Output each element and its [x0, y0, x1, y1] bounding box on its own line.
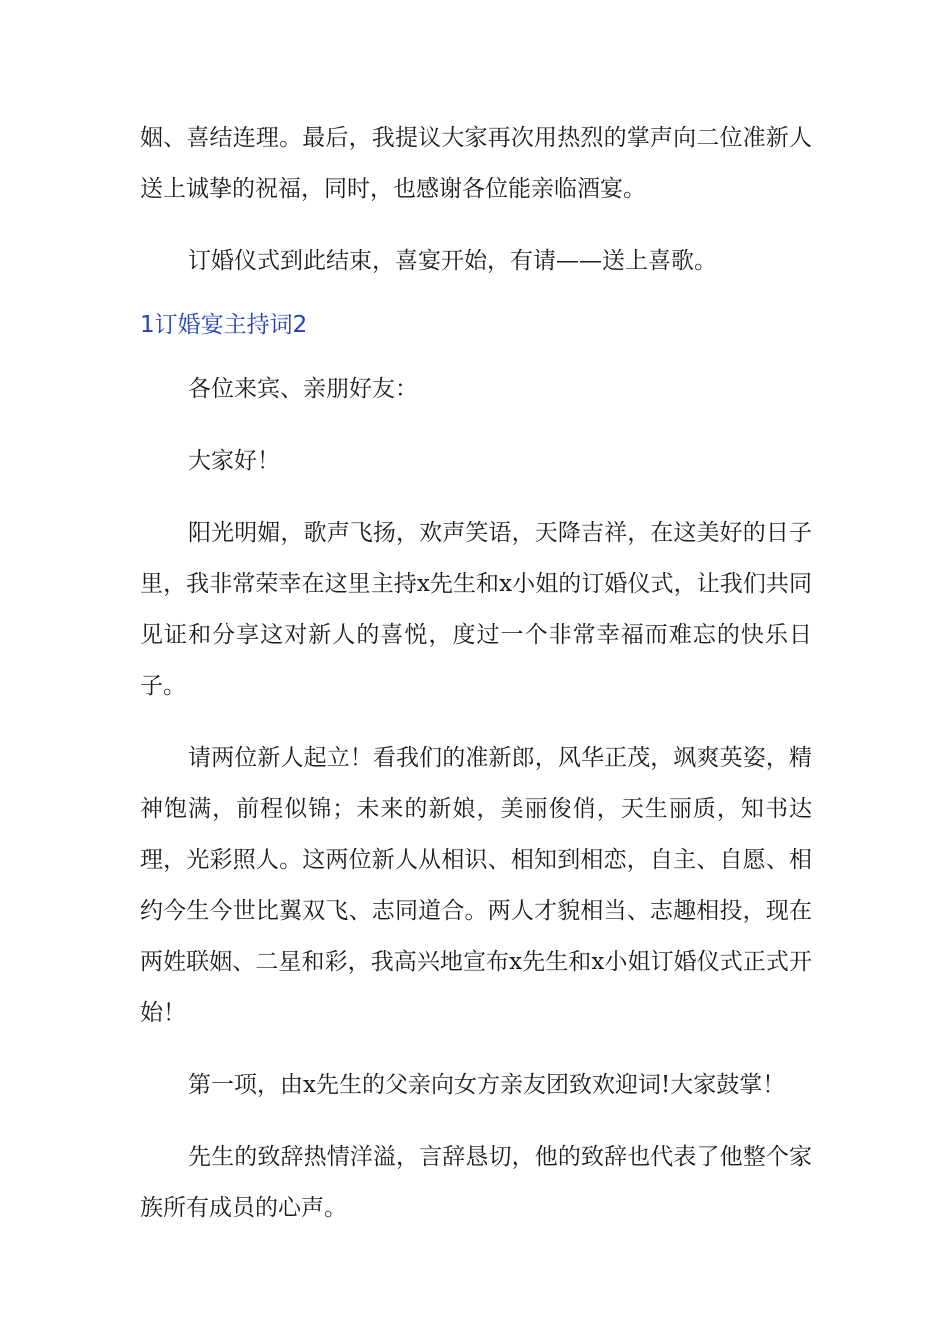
paragraph: 大家好！ — [188, 448, 280, 474]
paragraph: 各位来宾、亲朋好友： — [188, 376, 418, 402]
document-body — [140, 113, 812, 1255]
paragraph: 先生的致辞热情洋溢，言辞恳切，他的致辞也代表了他整个家族所有成员的心声。 — [140, 1144, 812, 1221]
paragraph: 阳光明媚，歌声飞扬，欢声笑语，天降吉祥，在这美好的日子里，我非常荣幸在这里主持x先生和x小姐的订婚仪式，让我们共同见证和分享这对新人的喜悦，度过一个非常幸福而难忘的快乐日子。 — [140, 520, 812, 699]
section-heading: 1订婚宴主持词2 — [140, 312, 308, 338]
paragraph: 姻、喜结连理。最后，我提议大家再次用热烈的掌声向二位准新人送上诚挚的祝福，同时，也感谢各位能亲临酒宴。 — [140, 125, 812, 202]
paragraph: 第一项，由x先生的父亲向女方亲友团致欢迎词!大家鼓掌！ — [188, 1072, 786, 1098]
paragraph: 请两位新人起立！看我们的准新郎，风华正茂，飒爽英姿，精神饱满，前程似锦；未来的新娘，美丽俊俏，天生丽质，知书达理，光彩照人。这两位新人从相识、相知到相恋，自主、自愿、相约今生今世比翼双飞、志同道合。两人才貌相当、志趣相投，现在两姓联姻、二星和彩，我高兴地宣布x先生和x小姐订婚仪式正式开始！ — [140, 745, 812, 1026]
paragraph: 订婚仪式到此结束，喜宴开始，有请——送上喜歌。 — [188, 248, 717, 274]
